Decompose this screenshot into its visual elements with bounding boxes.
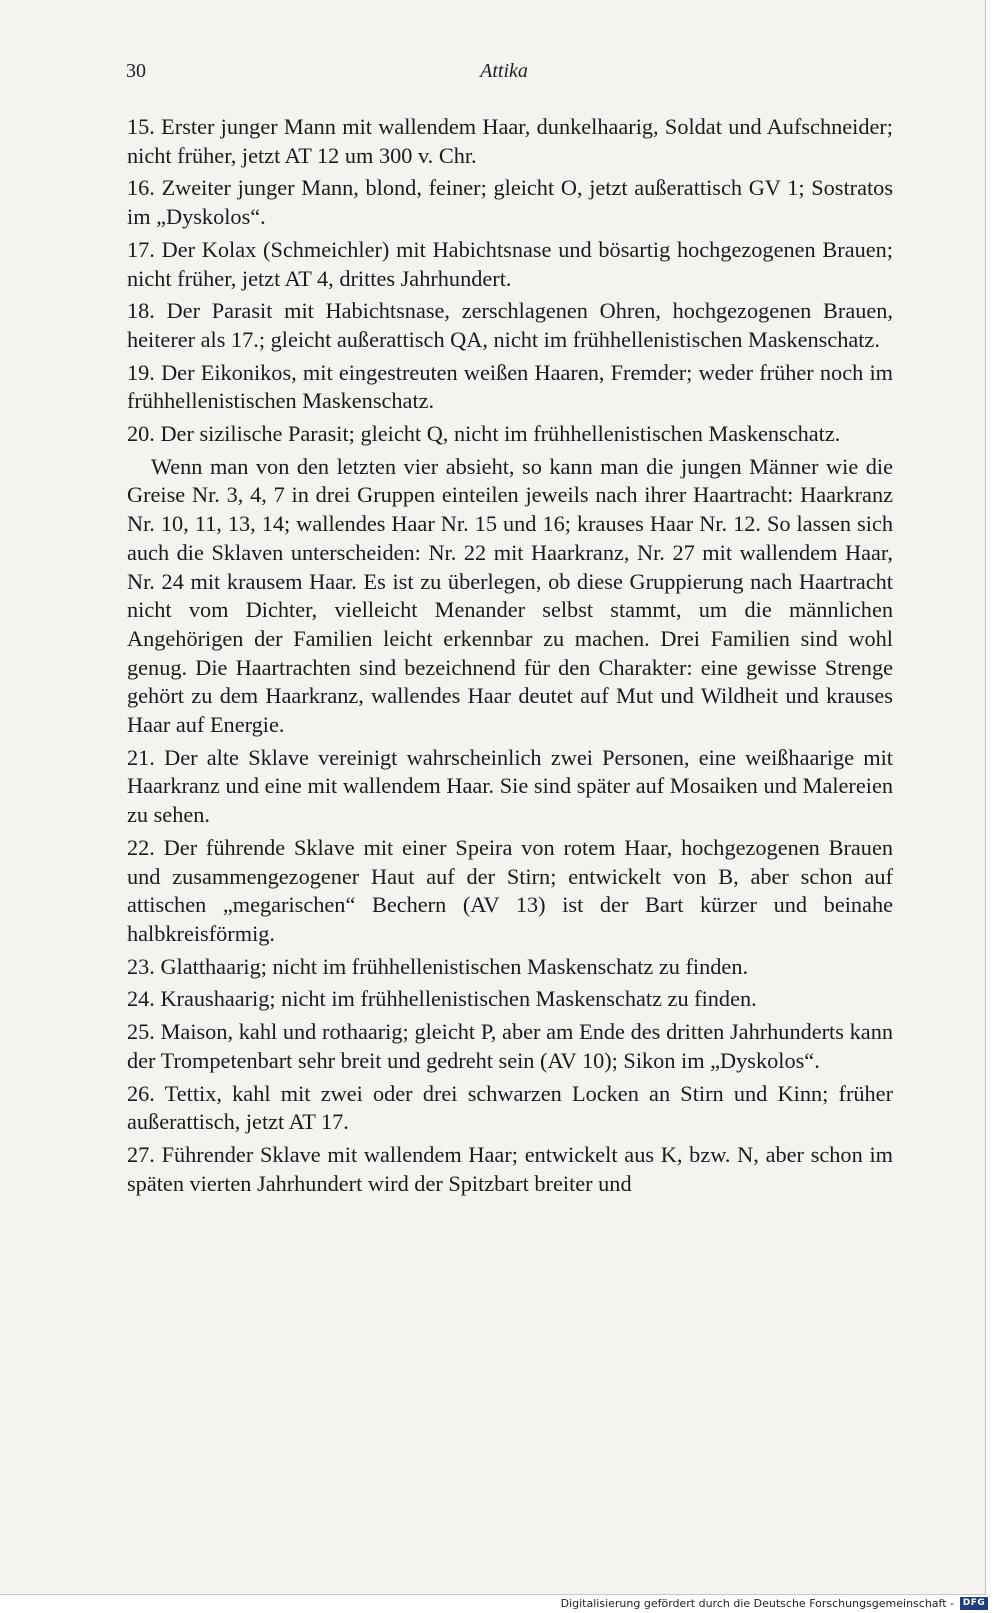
page-header <box>126 60 882 90</box>
paragraph-19: 19. Der Eikonikos, mit eingestreuten weißen Haaren, Fremder; weder früher noch im frühhellenistischen Maskenschatz. <box>127 359 893 414</box>
paragraph-24: 24. Kraushaarig; nicht im frühhellenistischen Maskenschatz zu finden. <box>127 986 757 1012</box>
paragraph-16: 16. Zweiter junger Mann, blond, feiner; gleicht O, jetzt außerattisch GV 1; Sostratos im „Dyskolos“. <box>127 175 893 230</box>
paragraph-25: 25. Maison, kahl und rothaarig; gleicht P, aber am Ende des dritten Jahrhunderts kann der Trompetenbart sehr breit und gedreht sein (AV 10); Sikon im „Dyskolos“. <box>127 1019 893 1073</box>
digitization-footer <box>0 1594 1000 1613</box>
page-number: 30 <box>126 60 146 82</box>
paragraph-22: 22. Der führende Sklave mit einer Speira von rotem Haar, hochgezogenen Brauen und zusammengezogener Haut auf der Stirn; entwickelt von B, aber schon auf attischen „megarischen“ Bechern (AV 13) ist der Bart kürzer und beinahe halbkreisförmig. <box>127 834 893 946</box>
funding-credit: Digitalisierung gefördert durch die Deutsche Forschungsgemeinschaft - <box>560 1597 954 1610</box>
paragraph-20: 20. Der sizilische Parasit; gleicht Q, nicht im frühhellenistischen Maskenschatz. <box>127 421 841 447</box>
paragraph-17: 17. Der Kolax (Schmeichler) mit Habichtsnase und bösartig hochgezogenen Brauen; nicht früher, jetzt AT 4, drittes Jahrhundert. <box>127 236 893 291</box>
paragraph-27: 27. Führender Sklave mit wallendem Haar; entwickelt aus K, bzw. N, aber schon im späten vierten Jahrhundert wird der Spitzbart breiter und <box>127 1141 893 1196</box>
paragraph-26: 26. Tettix, kahl mit zwei oder drei schwarzen Locken an Stirn und Kinn; früher außerattisch, jetzt AT 17. <box>127 1080 893 1135</box>
running-head: Attika <box>480 60 528 82</box>
body-text <box>127 113 893 1202</box>
paragraph-15: 15. Erster junger Mann mit wallendem Haar, dunkelhaarig, Soldat und Aufschneider; nicht früher, jetzt AT 12 um 300 v. Chr. <box>127 114 893 168</box>
paragraph-21: 21. Der alte Sklave vereinigt wahrscheinlich zwei Personen, eine weißhaarige mit Haarkranz und eine mit wallendem Haar. Sie sind später auf Mosaiken und Malereien zu sehen. <box>127 744 893 828</box>
paragraph-discussion: Wenn man von den letzten vier absieht, so kann man die jungen Männer wie die Greise Nr. 3, 4, 7 in drei Gruppen einteilen jeweils nach ihrer Haartracht: Haarkranz Nr. 10, 11, 13, 14; wallendes Haar Nr. 15 und 16; krauses Haar Nr. 12. So lassen sich auch die Sklaven unterscheiden: Nr. 22 mit Haarkranz, Nr. 27 mit wallendem Haar, Nr. 24 mit krausem Haar. Es ist zu überlegen, ob diese Gruppierung nach Haartracht nicht vom Dichter, vielleicht Menander selbst stammt, um die männlichen Angehörigen der Familien leicht erkennbar zu machen. Drei Familien sind wohl genug. Die Haartrachten sind bezeichnend für den Charakter: eine gewisse Strenge gehört zu dem Haarkranz, wallendes Haar deutet auf Mut und Wildheit und krauses Haar auf Energie. <box>127 453 893 738</box>
paragraph-23: 23. Glatthaarig; nicht im frühhellenistischen Maskenschatz zu finden. <box>127 953 749 979</box>
paragraph-18: 18. Der Parasit mit Habichtsnase, zerschlagenen Ohren, hochgezogenen Brauen, heiterer als 17.; gleicht außerattisch QA, nicht im frühhellenistischen Maskenschatz. <box>127 298 893 352</box>
dfg-logo: DFG <box>960 1597 988 1610</box>
